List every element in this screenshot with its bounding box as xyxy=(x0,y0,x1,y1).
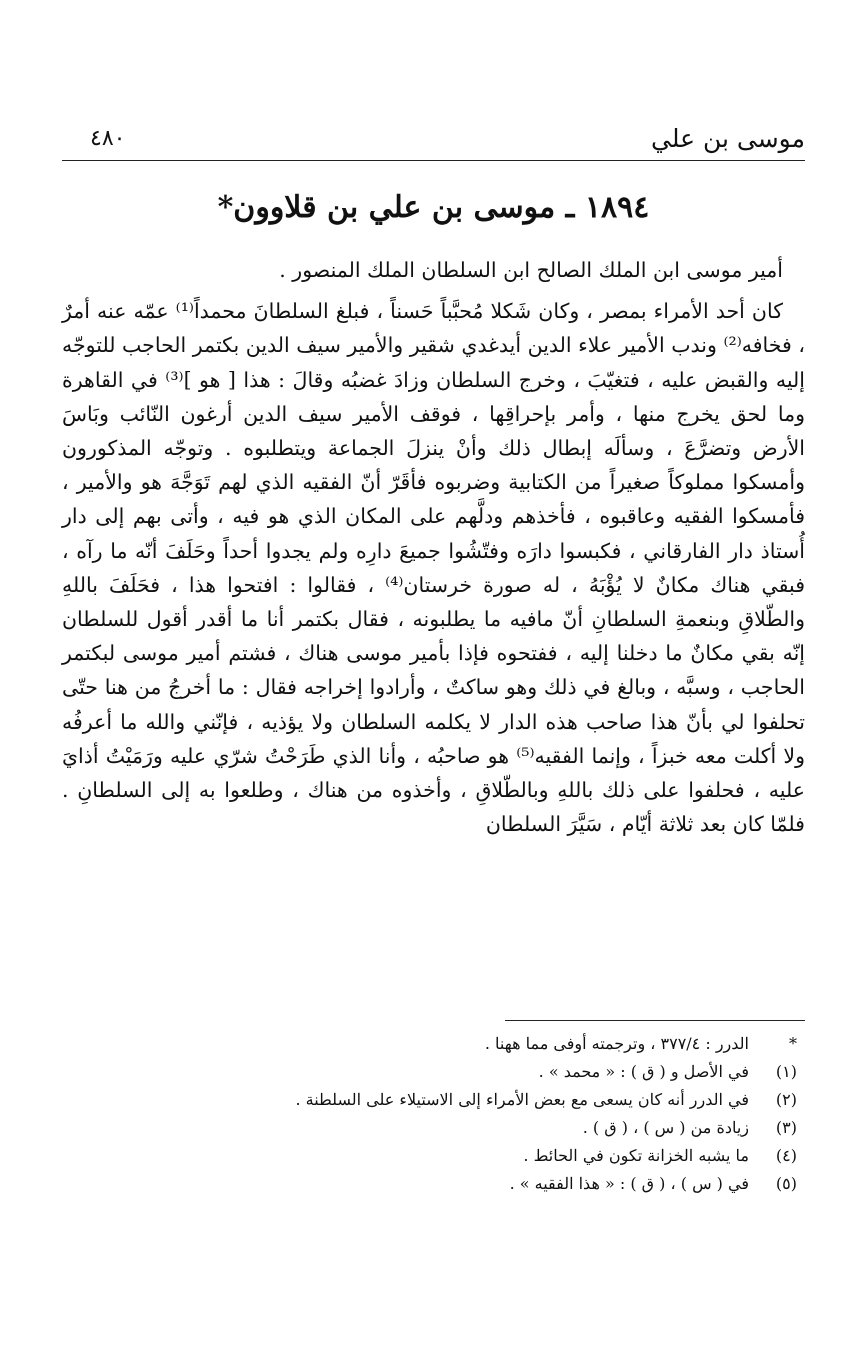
footnote xyxy=(62,1170,797,1198)
footnote-marker: (٤) xyxy=(775,1146,797,1165)
page-number: ٤٨٠ xyxy=(90,126,126,151)
footnote-text: في الأصل و ( ق ) : « محمد » . xyxy=(538,1062,749,1081)
footnote xyxy=(62,1030,797,1058)
footnote-marker: (٣) xyxy=(775,1118,797,1137)
footnotes xyxy=(62,1030,797,1198)
footnote-text: في ( س ) ، ( ق ) : « هذا الفقيه » . xyxy=(509,1174,749,1193)
footnote-marker: (٥) xyxy=(775,1174,797,1193)
footnote-text: زيادة من ( س ) ، ( ق ) . xyxy=(582,1118,749,1137)
footnote-text: ما يشبه الخزانة تكون في الحائط . xyxy=(523,1146,749,1165)
footnote-rule xyxy=(505,1020,805,1021)
footnote xyxy=(62,1142,797,1170)
footnote-text: في الدرر أنه كان يسعى مع بعض الأمراء إلى الاستيلاء على السلطنة . xyxy=(295,1090,749,1109)
footnote-marker: (١) xyxy=(775,1062,797,1081)
paragraph-intro: أمير موسى ابن الملك الصالح ابن السلطان الملك المنصور . xyxy=(279,258,783,282)
footnote xyxy=(62,1058,797,1086)
entry-title: ١٨٩٤ ـ موسى بن علي بن قلاوون* xyxy=(217,190,650,225)
footnote-marker: (٢) xyxy=(775,1090,797,1109)
running-header xyxy=(62,122,805,161)
footnote xyxy=(62,1114,797,1142)
footnote-marker: * xyxy=(789,1034,797,1053)
paragraph-main: كان أحد الأمراء بمصر ، وكان شَكلا مُحبَّباً حَسناً ، فبلغ السلطانَ محمداً⁽¹⁾ عمّه عنه أمرٌ ، فخافه⁽²⁾ وندب الأمير علاء الدين أيدغدي شقير والأمير سيف الدين بكتمر الحاجب للتوجّه إليه والقبض عليه ، فتغيّبَ ، وخرج السلطان وزادَ غضبُه وقالَ : هذا [ هو ]⁽³⁾ في القاهرة وما لحق يخرج منها ، وأمر بإحراقِها ، فوقف الأمير سيف الدين أرغون النّائب وبَاسَ الأرض وتضرَّعَ ، وسألَه إبطال ذلك وأنْ ينزلَ الجماعة ويتطلبوه . وتوجّه المذكورون وأمسكوا مملوكاً صغيراً من الكتابية وضربوه فأقَرّ أنّ الفقيه الذي لهم تَوَجَّهَ هو والأمير ، فأمسكوا الفقيه وعاقبوه ، فأخذهم ودلَّهم على المكان الذي هو فيه ، وأتى بهم إلى دار أُستاذ دار الفارقاني ، فكبسوا دارَه وفتّشُوا جميعَ دارِه ولم يجدوا أحداً وحَلَفَ أنّه ما رآه ، فبقي هناك مكانٌ لا يُؤْبَهُ ، له صورة خرستان⁽⁴⁾ ، فقالوا : افتحوا هذا ، فحَلَفَ باللهِ والطّلاقِ وبنعمةِ السلطانِ أنّ مافيه ما يطلبونه ، فقال بكتمر أنا ما أقدر أقول للسلطان إنّه بقي مكانٌ ما دخلنا إليه ، ففتحوه فإذا بأمير موسى هناك ، فشتم أمير موسى لبكتمر الحاجب ، وسبَّه ، وبالغ في ذلك وهو ساكتٌ ، وأرادوا إخراجه فقال : ما أخرجُ من هنا حتّى تحلفوا لي بأنّ هذا صاحب هذه الدار لا يكلمه السلطان ولا يؤذيه ، فإنّني والله ما أعرفُه ولا أكلت معه خبزاً ، وإنما الفقيه⁽⁵⁾ هو صاحبُه ، وأنا الذي طَرَحْتُ شرّي عليه ورَمَيْتُ أذايَ عليه ، فحلفوا على ذلك باللهِ وبالطّلاقِ ، وأخذوه من هناك ، وطلعوا به إلى السلطانِ . فلمّا كان بعد ثلاثة أيّام ، سَيَّرَ السلطان xyxy=(62,299,805,837)
body-text xyxy=(62,253,805,841)
footnote xyxy=(62,1086,797,1114)
footnote-text: الدرر : ٣٧٧/٤ ، وترجمته أوفى مما ههنا . xyxy=(484,1034,749,1053)
running-head-title: موسى بن علي xyxy=(650,124,805,153)
